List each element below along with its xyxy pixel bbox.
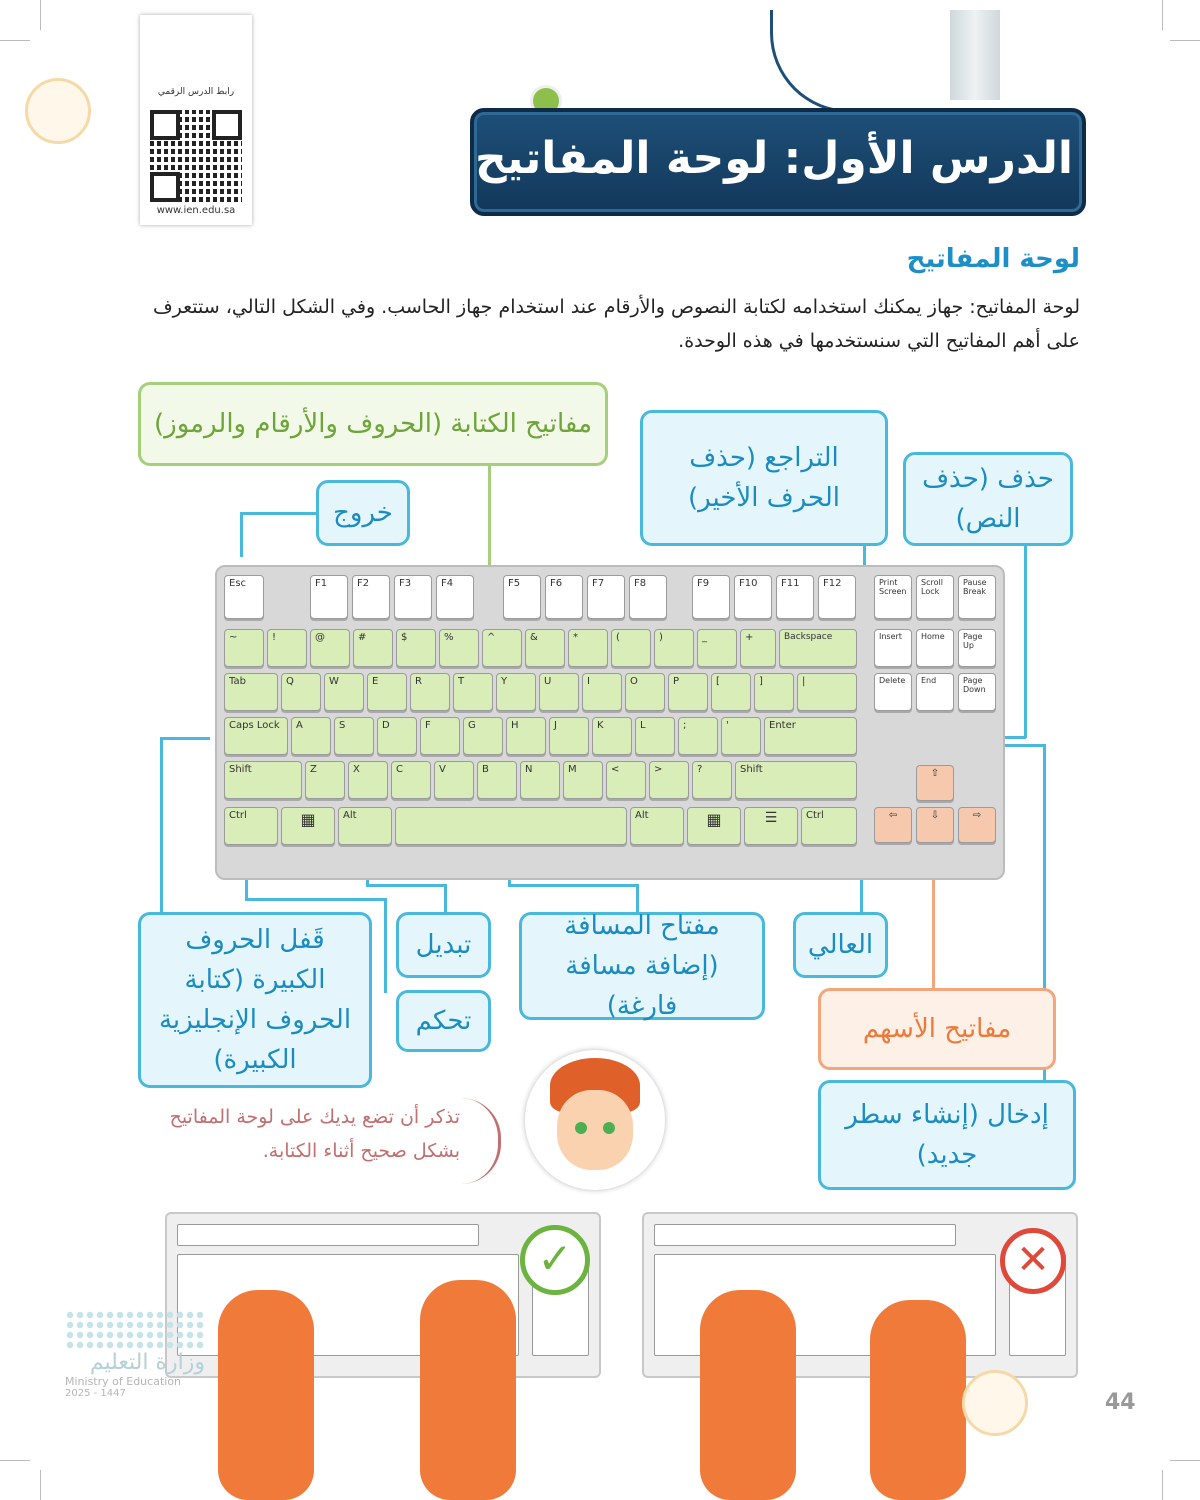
connector-escape-v bbox=[240, 512, 243, 557]
key-quote[interactable]: ' bbox=[721, 717, 761, 755]
key-f8[interactable]: F8 bbox=[629, 575, 667, 619]
section-title: لوحة المفاتيح bbox=[906, 244, 1080, 274]
key-h[interactable]: H bbox=[506, 717, 546, 755]
key-arrow-left[interactable]: ⇦ bbox=[874, 807, 912, 843]
cross-icon: ✕ bbox=[1000, 1228, 1066, 1294]
key-delete[interactable]: Delete bbox=[874, 673, 912, 711]
key-period[interactable]: > bbox=[649, 761, 689, 799]
key-home[interactable]: Home bbox=[916, 629, 954, 667]
key-page-up[interactable]: Page Up bbox=[958, 629, 996, 667]
mini-key bbox=[654, 1224, 956, 1246]
ministry-arabic: وزارة التعليم bbox=[89, 1350, 205, 1375]
key-backspace[interactable]: Backspace bbox=[779, 629, 857, 667]
connector-shift-h bbox=[366, 884, 446, 887]
key-menu[interactable]: ☰ bbox=[744, 807, 798, 845]
key-k[interactable]: K bbox=[592, 717, 632, 755]
key-win-right[interactable]: ▦ bbox=[687, 807, 741, 845]
ministry-year: 2025 - 1447 bbox=[65, 1388, 126, 1399]
logo-watermark-bottom bbox=[962, 1370, 1028, 1436]
connector-escape bbox=[242, 512, 317, 515]
callout-caps-lock: قَفل الحروف الكبيرة (كتابة الحروف الإنجليزية الكبيرة) bbox=[138, 912, 372, 1088]
key-space[interactable] bbox=[395, 807, 627, 845]
key-o[interactable]: O bbox=[625, 673, 665, 711]
typing-tip: تذكر أن تضع يديك على لوحة المفاتيح بشكل صحيح أثناء الكتابة. bbox=[169, 1106, 460, 1162]
crop-mark bbox=[0, 40, 30, 41]
key-ctrl-right[interactable]: Ctrl bbox=[801, 807, 857, 845]
key-bracket-left[interactable]: [ bbox=[711, 673, 751, 711]
callout-backspace: التراجع (حذف الحرف الأخير) bbox=[640, 410, 888, 546]
callout-space: مفتاح المسافة (إضافة مسافة فارغة) bbox=[519, 912, 765, 1020]
crop-mark bbox=[40, 1470, 41, 1500]
callout-delete: حذف (حذف النص) bbox=[903, 452, 1073, 546]
ministry-logo bbox=[65, 1310, 205, 1399]
key-f5[interactable]: F5 bbox=[503, 575, 541, 619]
key-0[interactable]: ) bbox=[654, 629, 694, 667]
key-c[interactable]: C bbox=[391, 761, 431, 799]
key-j[interactable]: J bbox=[549, 717, 589, 755]
key-m[interactable]: M bbox=[563, 761, 603, 799]
key-w[interactable]: W bbox=[324, 673, 364, 711]
key-z[interactable]: Z bbox=[305, 761, 345, 799]
connector-space-h bbox=[508, 884, 638, 887]
key-shift-left[interactable]: Shift bbox=[224, 761, 302, 799]
key-insert[interactable]: Insert bbox=[874, 629, 912, 667]
key-f11[interactable]: F11 bbox=[776, 575, 814, 619]
key-f4[interactable]: F4 bbox=[436, 575, 474, 619]
key-minus[interactable]: _ bbox=[697, 629, 737, 667]
key-e[interactable]: E bbox=[367, 673, 407, 711]
key-tilde[interactable]: ~ bbox=[224, 629, 264, 667]
qr-card[interactable] bbox=[140, 15, 252, 225]
key-f1[interactable]: F1 bbox=[310, 575, 348, 619]
key-bracket-right[interactable]: ] bbox=[754, 673, 794, 711]
qr-frame-tl bbox=[150, 110, 180, 140]
key-p[interactable]: P bbox=[668, 673, 708, 711]
intro-paragraph: لوحة المفاتيح: جهاز يمكنك استخدامه لكتابة النصوص والأرقام عند استخدام جهاز الحاسب. وفي الشكل التالي، ستتعرف على أهم المفاتيح التي سنستخدمها في هذه الوحدة. bbox=[152, 296, 1080, 352]
key-tab[interactable]: Tab bbox=[224, 673, 278, 711]
key-t[interactable]: T bbox=[453, 673, 493, 711]
key-win-left[interactable]: ▦ bbox=[281, 807, 335, 845]
crop-mark bbox=[1162, 1470, 1163, 1500]
key-5[interactable]: % bbox=[439, 629, 479, 667]
key-caps-lock[interactable]: Caps Lock bbox=[224, 717, 288, 755]
callout-shift: تبديل bbox=[396, 912, 491, 978]
key-9[interactable]: ( bbox=[611, 629, 651, 667]
callout-ctrl: تحكم bbox=[396, 990, 491, 1052]
key-f10[interactable]: F10 bbox=[734, 575, 772, 619]
key-semicolon[interactable]: ; bbox=[678, 717, 718, 755]
connector-ctrl-h bbox=[245, 898, 385, 901]
key-x[interactable]: X bbox=[348, 761, 388, 799]
key-f7[interactable]: F7 bbox=[587, 575, 625, 619]
key-1[interactable]: ! bbox=[267, 629, 307, 667]
key-i[interactable]: I bbox=[582, 673, 622, 711]
key-3[interactable]: # bbox=[353, 629, 393, 667]
connector-shift-v bbox=[444, 884, 447, 914]
key-y[interactable]: Y bbox=[496, 673, 536, 711]
plug-decoration bbox=[950, 10, 1000, 100]
key-alt-left[interactable]: Alt bbox=[338, 807, 392, 845]
qr-frame-bl bbox=[150, 172, 180, 202]
crop-mark bbox=[1170, 40, 1200, 41]
boy-avatar bbox=[525, 1050, 665, 1190]
boy-eye-right bbox=[603, 1122, 615, 1134]
key-v[interactable]: V bbox=[434, 761, 474, 799]
key-q[interactable]: Q bbox=[281, 673, 321, 711]
boy-face bbox=[557, 1090, 633, 1170]
callout-alt: العالي bbox=[793, 912, 888, 978]
crop-mark bbox=[40, 0, 41, 30]
qr-frame-tr bbox=[212, 110, 242, 140]
key-arrow-right[interactable]: ⇨ bbox=[958, 807, 996, 843]
mini-key bbox=[177, 1224, 479, 1246]
brace-icon bbox=[458, 1098, 501, 1184]
key-f9[interactable]: F9 bbox=[692, 575, 730, 619]
key-arrow-down[interactable]: ⇩ bbox=[916, 807, 954, 843]
page-number: 44 bbox=[1105, 1390, 1136, 1415]
qr-url: www.ien.edu.sa bbox=[156, 205, 236, 216]
key-print-screen[interactable]: Print Screen bbox=[874, 575, 912, 619]
key-r[interactable]: R bbox=[410, 673, 450, 711]
key-n[interactable]: N bbox=[520, 761, 560, 799]
key-end[interactable]: End bbox=[916, 673, 954, 711]
connector-ctrl-v bbox=[384, 898, 387, 993]
ministry-english: Ministry of Education bbox=[65, 1375, 182, 1388]
callout-typing-keys: مفاتيح الكتابة (الحروف والأرقام والرموز) bbox=[138, 382, 608, 466]
key-esc[interactable]: Esc bbox=[224, 575, 264, 619]
key-alt-right[interactable]: Alt bbox=[630, 807, 684, 845]
key-ctrl-left[interactable]: Ctrl bbox=[224, 807, 278, 845]
key-page-down[interactable]: Page Down bbox=[958, 673, 996, 711]
key-slash[interactable]: ? bbox=[692, 761, 732, 799]
ministry-dots-icon bbox=[65, 1310, 205, 1350]
qr-caption: رابط الدرس الرقمي bbox=[157, 87, 235, 97]
connector-caps-v bbox=[160, 737, 163, 912]
key-b[interactable]: B bbox=[477, 761, 517, 799]
key-l[interactable]: L bbox=[635, 717, 675, 755]
key-a[interactable]: A bbox=[291, 717, 331, 755]
key-4[interactable]: $ bbox=[396, 629, 436, 667]
crop-mark bbox=[1170, 1460, 1200, 1461]
key-2[interactable]: @ bbox=[310, 629, 350, 667]
key-f2[interactable]: F2 bbox=[352, 575, 390, 619]
key-f6[interactable]: F6 bbox=[545, 575, 583, 619]
key-pause-break[interactable]: Pause Break bbox=[958, 575, 996, 619]
key-f3[interactable]: F3 bbox=[394, 575, 432, 619]
callout-escape: خروج bbox=[316, 480, 410, 546]
key-comma[interactable]: < bbox=[606, 761, 646, 799]
key-6[interactable]: ^ bbox=[482, 629, 522, 667]
cable-decoration bbox=[770, 10, 923, 113]
keyboard bbox=[215, 565, 1005, 880]
key-pipe[interactable]: | bbox=[797, 673, 857, 711]
key-u[interactable]: U bbox=[539, 673, 579, 711]
left-hand-incorrect bbox=[700, 1290, 796, 1500]
key-8[interactable]: * bbox=[568, 629, 608, 667]
connector-delete bbox=[1024, 546, 1027, 738]
connector-caps bbox=[160, 737, 210, 740]
key-s[interactable]: S bbox=[334, 717, 374, 755]
callout-arrows: مفاتيح الأسهم bbox=[818, 988, 1056, 1070]
key-f12[interactable]: F12 bbox=[818, 575, 856, 619]
crop-mark bbox=[1162, 0, 1163, 30]
key-plus[interactable]: + bbox=[740, 629, 776, 667]
key-shift-right[interactable]: Shift bbox=[735, 761, 857, 799]
key-g[interactable]: G bbox=[463, 717, 503, 755]
key-scroll-lock[interactable]: Scroll Lock bbox=[916, 575, 954, 619]
logo-watermark bbox=[25, 78, 91, 144]
crop-mark bbox=[0, 1460, 30, 1461]
page-title: الدرس الأول: لوحة المفاتيح bbox=[475, 132, 1073, 184]
callout-enter: إدخال (إنشاء سطر جديد) bbox=[818, 1080, 1076, 1190]
key-d[interactable]: D bbox=[377, 717, 417, 755]
key-enter[interactable]: Enter bbox=[764, 717, 857, 755]
key-arrow-up[interactable]: ⇧ bbox=[916, 765, 954, 801]
right-hand-correct bbox=[420, 1280, 516, 1500]
right-hand-incorrect bbox=[870, 1300, 966, 1500]
left-hand-correct bbox=[218, 1290, 314, 1500]
key-f[interactable]: F bbox=[420, 717, 460, 755]
check-icon: ✓ bbox=[520, 1225, 590, 1295]
boy-eye-left bbox=[575, 1122, 587, 1134]
key-7[interactable]: & bbox=[525, 629, 565, 667]
